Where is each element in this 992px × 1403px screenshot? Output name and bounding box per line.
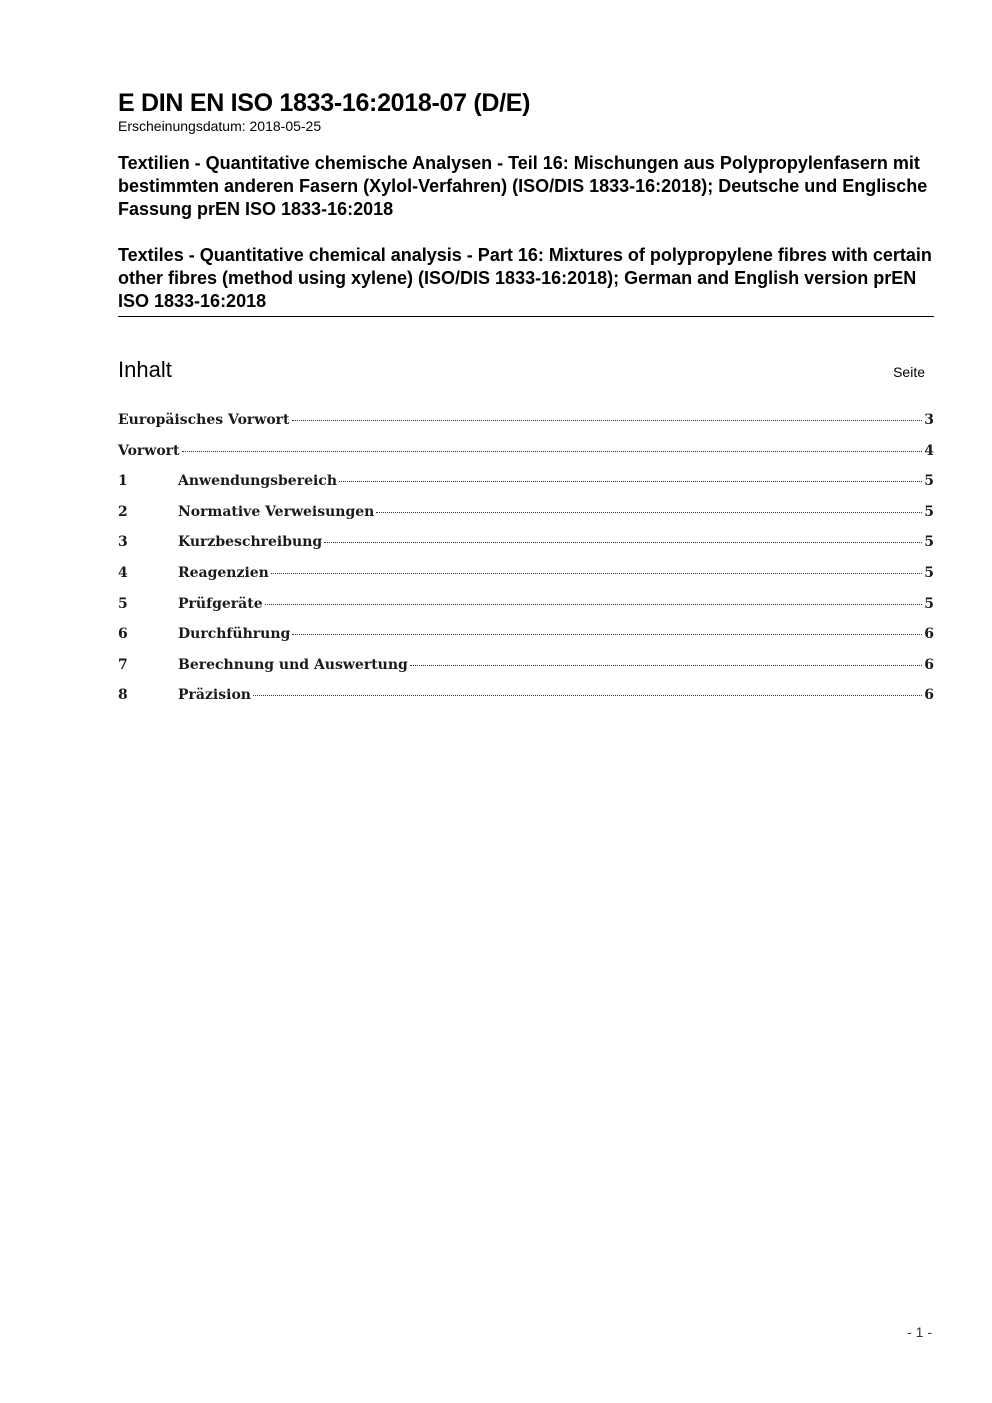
toc-entry-page: 5 (924, 534, 934, 551)
toc-entry-title: Europäisches Vorwort (118, 412, 290, 428)
toc-entry-page: 6 (924, 656, 934, 673)
toc-entry-page: 5 (924, 473, 934, 490)
toc-entry-procedure[interactable] (118, 626, 934, 657)
toc-leader-dots (292, 633, 922, 635)
toc-leader-dots (271, 572, 922, 574)
toc-leader-dots (253, 694, 922, 696)
toc-entry-number: 3 (118, 534, 128, 551)
toc-heading: Inhalt (118, 357, 172, 382)
toc-header (118, 357, 934, 387)
toc-entry-normative-references[interactable] (118, 504, 934, 535)
toc-leader-dots (182, 450, 922, 452)
toc-entry-page: 6 (924, 687, 934, 704)
toc-entry-title: Anwendungsbereich (178, 473, 337, 490)
toc-entry-title: Präzision (178, 687, 251, 704)
toc-entry-number: 5 (118, 595, 128, 612)
toc-entry-page: 6 (924, 626, 934, 643)
toc-page-label: Seite (893, 364, 925, 380)
document-page (118, 88, 934, 718)
toc-entry-page: 5 (924, 503, 934, 520)
toc-entry-precision[interactable] (118, 687, 934, 718)
toc-entry-title: Vorwort (118, 442, 180, 459)
toc-entry-number: 7 (118, 656, 128, 673)
toc-entry-number: 6 (118, 626, 128, 643)
toc-entry-title: Kurzbeschreibung (178, 534, 323, 551)
publication-date: Erscheinungsdatum: 2018-05-25 (118, 118, 322, 134)
table-of-contents (118, 412, 934, 718)
toc-leader-dots (376, 511, 922, 513)
toc-leader-dots (292, 419, 922, 421)
toc-entry-number: 4 (118, 564, 128, 581)
toc-entry-number: 8 (118, 687, 128, 704)
toc-entry-scope[interactable] (118, 473, 934, 504)
toc-leader-dots (324, 541, 922, 543)
toc-entry-number: 1 (118, 473, 128, 490)
toc-entry-page: 5 (924, 564, 934, 581)
toc-entry-page: 5 (924, 595, 934, 612)
toc-entry-foreword[interactable] (118, 443, 934, 474)
toc-entry-apparatus[interactable] (118, 596, 934, 627)
title-german: Textilien - Quantitative chemische Analysen - Teil 16: Mischungen aus Polypropylenfasern mit bestimmten anderen Fasern (Xylol-Verfahren) (ISO/DIS 1833-16:2018); Deutsche und Englische Fassung prEN ISO 1833-16:2018 (118, 153, 928, 219)
toc-entry-title: Reagenzien (178, 564, 269, 581)
toc-entry-page: 4 (924, 442, 934, 459)
toc-entry-title: Berechnung und Auswertung (178, 656, 408, 673)
toc-entry-european-foreword[interactable] (118, 412, 934, 443)
toc-entry-principle[interactable] (118, 534, 934, 565)
document-id: E DIN EN ISO 1833-16:2018-07 (D/E) (118, 89, 531, 117)
toc-entry-page: 3 (924, 412, 934, 428)
toc-entry-title: Prüfgeräte (178, 595, 263, 612)
toc-entry-title: Normative Verweisungen (178, 503, 375, 520)
toc-entry-title: Durchführung (178, 626, 291, 643)
toc-entry-calculation[interactable] (118, 657, 934, 688)
toc-leader-dots (410, 664, 922, 666)
toc-entry-number: 2 (118, 503, 128, 520)
title-english: Textiles - Quantitative chemical analysis - Part 16: Mixtures of polypropylene fibres with certain other fibres (method using xylene) (ISO/DIS 1833-16:2018); German and English version prEN ISO 1833-16:2018 (118, 244, 934, 317)
page-number: - 1 - (907, 1324, 932, 1340)
toc-leader-dots (265, 603, 922, 605)
toc-entry-reagents[interactable] (118, 565, 934, 596)
toc-leader-dots (339, 480, 922, 482)
